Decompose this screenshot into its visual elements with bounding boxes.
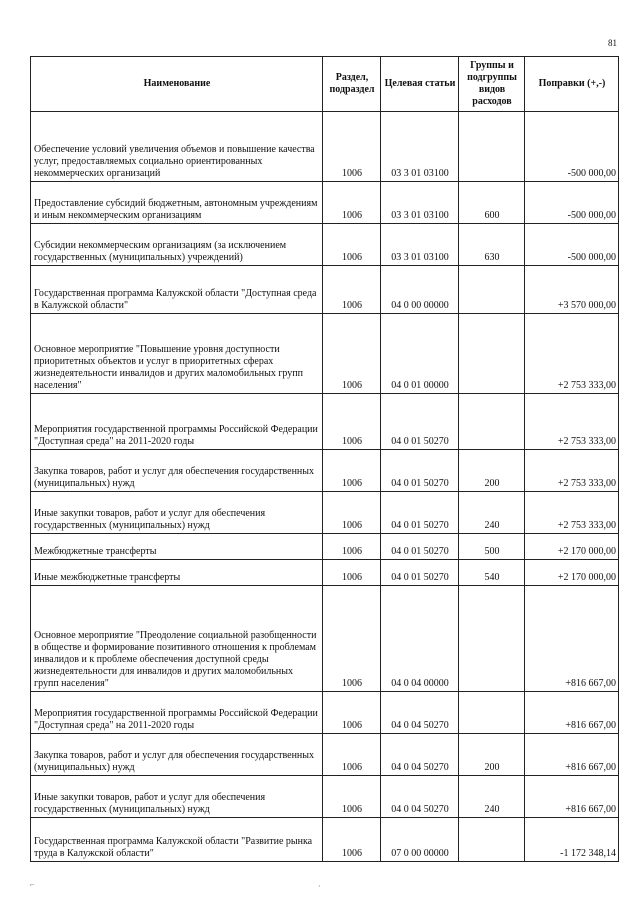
header-groups: Группы и подгруппы видов расходов: [459, 57, 525, 112]
row-section: 1006: [323, 492, 381, 534]
row-name: Основное мероприятие "Повышение уровня доступности приоритетных объектов и услуг в приоритетных сферах жизнедеятельности инвалидов и других маломобильных групп населения": [31, 314, 323, 394]
table-row: [31, 182, 619, 224]
row-amount: +2 753 333,00: [525, 314, 619, 394]
row-amount: -500 000,00: [525, 224, 619, 266]
row-name: Закупка товаров, работ и услуг для обеспечения государственных (муниципальных) нужд: [31, 450, 323, 492]
row-name: Мероприятия государственной программы Российской Федерации "Доступная среда" на 2011-2020 годы: [31, 394, 323, 450]
row-group: [459, 112, 525, 182]
row-name: Субсидии некоммерческим организациям (за исключением государственных (муниципальных) учреждений): [31, 224, 323, 266]
row-name: Государственная программа Калужской области "Доступная среда в Калужской области": [31, 266, 323, 314]
page-number: 81: [608, 38, 617, 48]
table-header-row: [31, 57, 619, 112]
row-group: [459, 266, 525, 314]
row-section: 1006: [323, 692, 381, 734]
row-amount: +816 667,00: [525, 586, 619, 692]
row-section: 1006: [323, 534, 381, 560]
row-section: 1006: [323, 818, 381, 862]
table-row: [31, 314, 619, 394]
row-amount: +2 753 333,00: [525, 492, 619, 534]
scan-mark: ⌐: [30, 880, 35, 889]
header-amendments: Поправки (+,-): [525, 57, 619, 112]
row-amount: +2 170 000,00: [525, 560, 619, 586]
row-amount: -1 172 348,14: [525, 818, 619, 862]
row-section: 1006: [323, 182, 381, 224]
row-amount: +816 667,00: [525, 734, 619, 776]
table-row: [31, 112, 619, 182]
row-target: 04 0 04 00000: [381, 586, 459, 692]
row-amount: +2 753 333,00: [525, 394, 619, 450]
row-group: 630: [459, 224, 525, 266]
row-name: Мероприятия государственной программы Российской Федерации "Доступная среда" на 2011-2020 годы: [31, 692, 323, 734]
row-section: 1006: [323, 450, 381, 492]
row-section: 1006: [323, 266, 381, 314]
row-target: 04 0 04 50270: [381, 734, 459, 776]
row-target: 04 0 01 50270: [381, 492, 459, 534]
scan-mark: ·: [318, 882, 321, 891]
row-amount: +2 170 000,00: [525, 534, 619, 560]
row-section: 1006: [323, 776, 381, 818]
row-target: 03 3 01 03100: [381, 182, 459, 224]
header-name: Наименование: [31, 57, 323, 112]
row-name: Обеспечение условий увеличения объемов и повышение качества услуг, предоставляемых социально ориентированных некоммерческих организаций: [31, 112, 323, 182]
row-group: 240: [459, 492, 525, 534]
row-amount: +2 753 333,00: [525, 450, 619, 492]
row-name: Иные закупки товаров, работ и услуг для обеспечения государственных (муниципальных) нужд: [31, 492, 323, 534]
row-section: 1006: [323, 314, 381, 394]
row-target: 03 3 01 03100: [381, 224, 459, 266]
table-row: [31, 450, 619, 492]
row-group: 240: [459, 776, 525, 818]
table-row: [31, 692, 619, 734]
row-group: 200: [459, 734, 525, 776]
table-row: [31, 818, 619, 862]
row-group: 200: [459, 450, 525, 492]
row-name: Межбюджетные трансферты: [31, 534, 323, 560]
row-name: Предоставление субсидий бюджетным, автономным учреждениям и иным некоммерческим организациям: [31, 182, 323, 224]
row-target: 04 0 01 50270: [381, 394, 459, 450]
row-amount: +816 667,00: [525, 776, 619, 818]
table-row: [31, 560, 619, 586]
row-target: 04 0 04 50270: [381, 776, 459, 818]
row-amount: -500 000,00: [525, 182, 619, 224]
row-target: 04 0 04 50270: [381, 692, 459, 734]
row-name: Иные закупки товаров, работ и услуг для обеспечения государственных (муниципальных) нужд: [31, 776, 323, 818]
row-amount: -500 000,00: [525, 112, 619, 182]
table-row: [31, 394, 619, 450]
budget-amendments-table: [30, 56, 619, 862]
row-section: 1006: [323, 734, 381, 776]
row-section: 1006: [323, 224, 381, 266]
header-section: Раздел, подраздел: [323, 57, 381, 112]
row-section: 1006: [323, 586, 381, 692]
row-group: [459, 692, 525, 734]
table-row: [31, 492, 619, 534]
row-target: 07 0 00 00000: [381, 818, 459, 862]
row-group: [459, 586, 525, 692]
table-row: [31, 534, 619, 560]
row-group: [459, 394, 525, 450]
row-target: 04 0 01 00000: [381, 314, 459, 394]
row-name: Основное мероприятие "Преодоление социальной разобщенности в обществе и формирование позитивного отношения к проблемам инвалидов и к проблеме обеспечения доступной среды жизнедеятельности для инвалидов и других маломобильных групп населения": [31, 586, 323, 692]
row-target: 04 0 01 50270: [381, 560, 459, 586]
row-group: 540: [459, 560, 525, 586]
row-target: 03 3 01 03100: [381, 112, 459, 182]
header-target: Целевая статьи: [381, 57, 459, 112]
row-section: 1006: [323, 394, 381, 450]
row-section: 1006: [323, 560, 381, 586]
row-target: 04 0 00 00000: [381, 266, 459, 314]
table-row: [31, 266, 619, 314]
table-row: [31, 734, 619, 776]
row-section: 1006: [323, 112, 381, 182]
row-amount: +3 570 000,00: [525, 266, 619, 314]
row-name: Иные межбюджетные трансферты: [31, 560, 323, 586]
row-amount: +816 667,00: [525, 692, 619, 734]
table-row: [31, 586, 619, 692]
row-name: Закупка товаров, работ и услуг для обеспечения государственных (муниципальных) нужд: [31, 734, 323, 776]
row-group: 600: [459, 182, 525, 224]
row-group: [459, 818, 525, 862]
row-group: 500: [459, 534, 525, 560]
row-name: Государственная программа Калужской области "Развитие рынка труда в Калужской области": [31, 818, 323, 862]
row-group: [459, 314, 525, 394]
table-row: [31, 224, 619, 266]
row-target: 04 0 01 50270: [381, 534, 459, 560]
row-target: 04 0 01 50270: [381, 450, 459, 492]
table-row: [31, 776, 619, 818]
